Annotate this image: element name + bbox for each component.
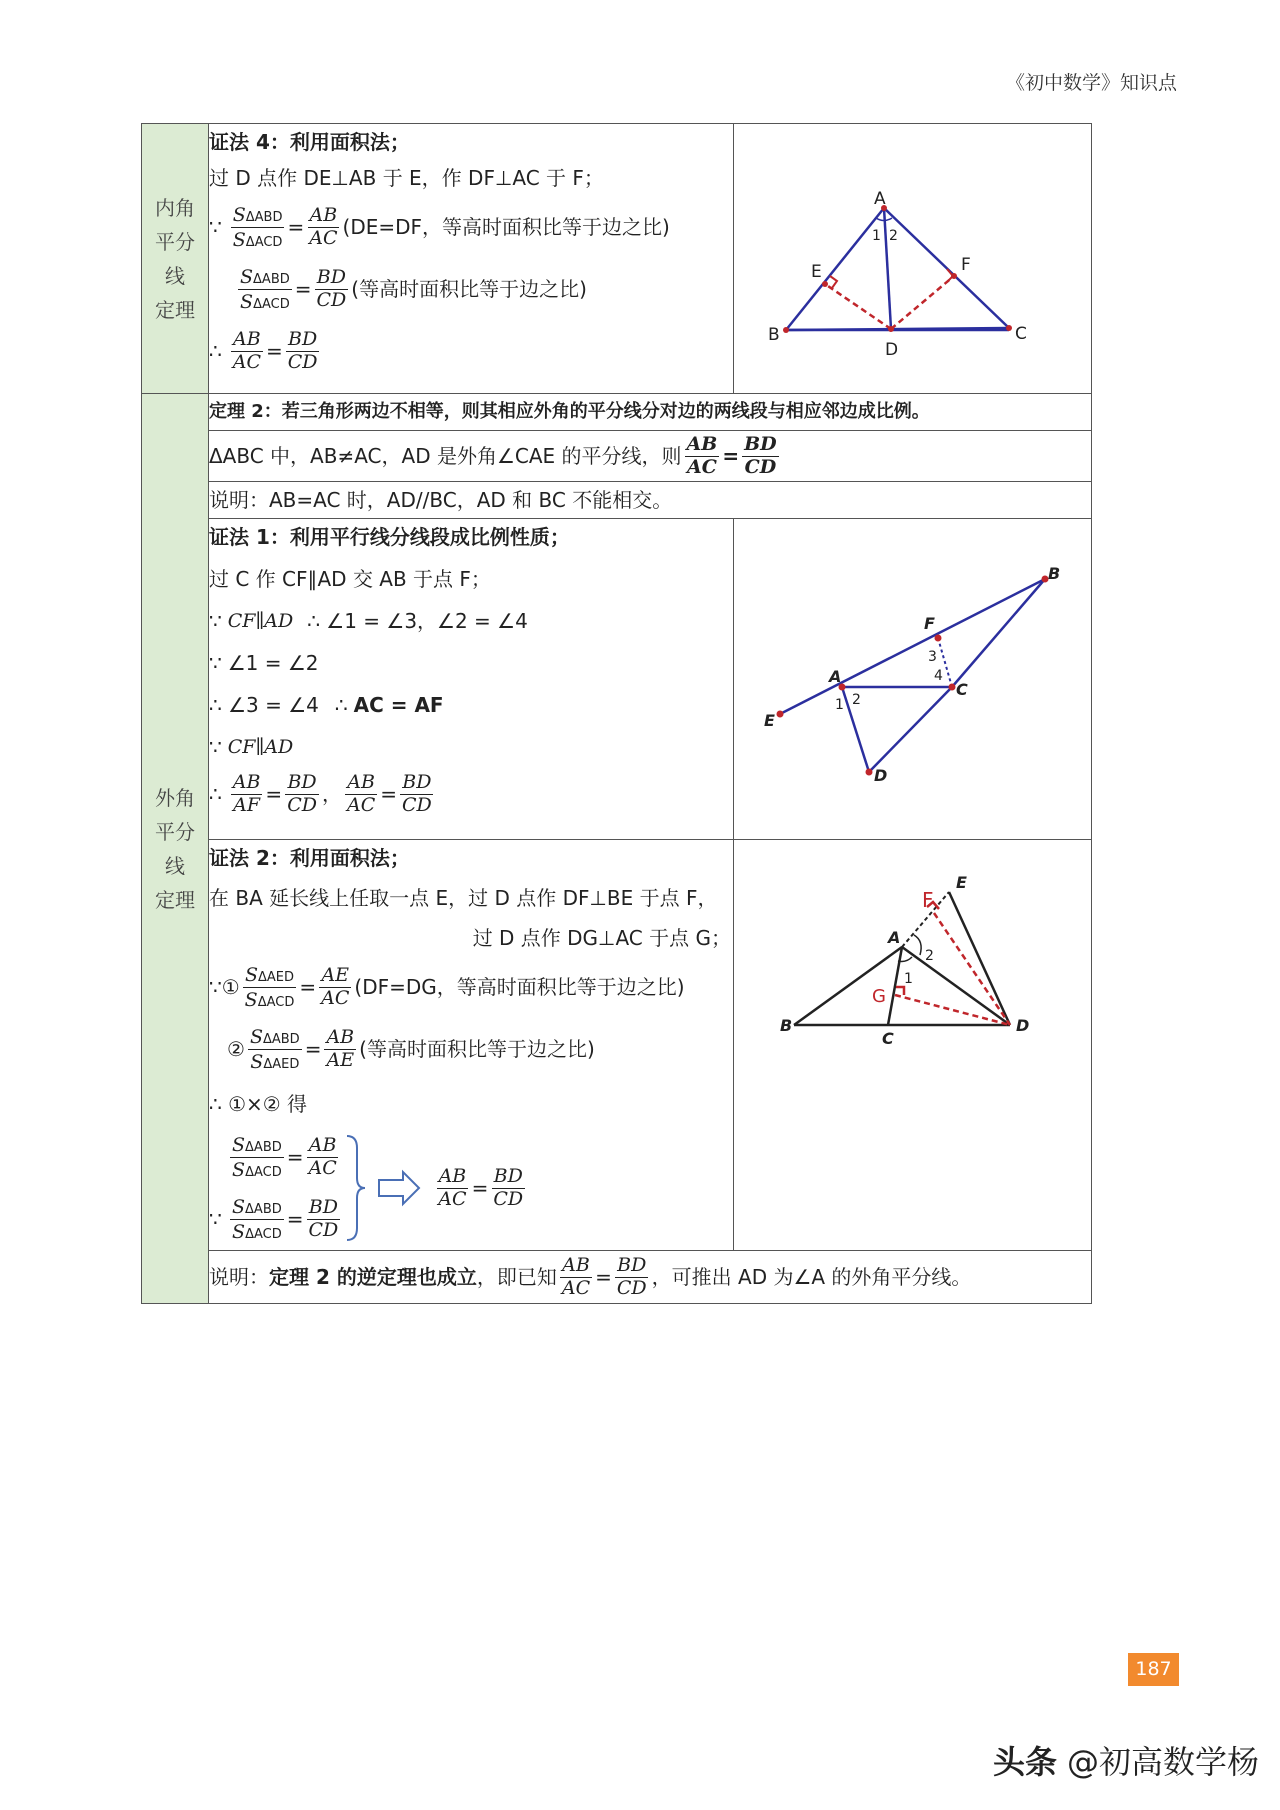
proof1-step2: ∵ CF∥AD ∴ ∠1 = ∠3，∠2 = ∠4 — [209, 609, 528, 633]
line-ed — [949, 892, 1010, 1025]
side-ac — [884, 208, 1009, 328]
label-e: E — [764, 711, 775, 730]
fraction: $\frac{\text{SΔABD}}{\text{SΔACD}}$ — [232, 203, 283, 251]
fraction: $\frac{AE}{AC}$ — [321, 963, 350, 1009]
table-row — [142, 519, 1092, 840]
table-row — [142, 124, 1092, 394]
table-row — [142, 1251, 1092, 1304]
double-arrow-icon — [379, 1172, 419, 1204]
fraction: $\frac{\text{SΔABD}}{\text{SΔAED}}$ — [249, 1025, 300, 1073]
page-number-badge: 187 — [1128, 1653, 1179, 1686]
side-ab — [786, 208, 884, 330]
proof1-step1: 过 C 作 CF∥AD 交 AB 于点 F； — [209, 567, 491, 591]
theorem2-cell — [209, 394, 1092, 431]
converse-line: 说明： 定理 2 的逆定理也成立 ，即已知 $\frac{AB}{AC}$ = $\frac{BD}{CD}$ ，可推出 AD 为∠A 的外角平分线。 — [209, 1253, 972, 1299]
label-angle4: 4 — [934, 668, 943, 684]
proof1-step3: ∵ ∠1 = ∠2 — [209, 651, 319, 675]
label-d: D — [874, 766, 888, 785]
proof1-step4: ∴ ∠3 = ∠4 ∴ AC = AF — [209, 693, 444, 717]
category-line: 平分 — [155, 819, 195, 844]
proof1-cell — [209, 519, 734, 840]
fraction: $\frac{BD}{CD}$ — [744, 432, 777, 478]
label-a: A — [829, 667, 842, 686]
fraction: $\frac{\text{SΔABD}}{\text{SΔACD}}$ — [240, 265, 290, 313]
category-line: 线 — [165, 263, 185, 288]
proof2-result: ∴ ①×② 得 — [209, 1092, 308, 1116]
statement-cell — [209, 431, 1092, 482]
label-b: B — [1048, 564, 1061, 583]
label-b: B — [768, 325, 780, 345]
label-angle1: 1 — [835, 697, 844, 713]
label-b: B — [780, 1015, 793, 1035]
proof4-conclusion: ∴ $\frac{AB}{AC}$ = $\frac{BD}{CD}$ — [209, 327, 318, 373]
table-row — [142, 431, 1092, 482]
line-eb — [780, 579, 1045, 714]
fraction: $\frac{AB}{AC}$ — [561, 1253, 591, 1299]
note: (DF=DG，等高时面积比等于边之比) — [354, 975, 685, 999]
side-bc — [952, 579, 1045, 687]
side-cd — [869, 687, 952, 772]
note: (等高时面积比等于边之比) — [359, 1037, 595, 1061]
label-angle3: 3 — [928, 649, 937, 665]
fraction: $\frac{BD}{CD}$ — [493, 1164, 524, 1210]
proof4-eq2: $\frac{\text{SΔABD}}{\text{SΔACD}}$ = $\frac{BD}{CD}$ (等高时面积比等于边之比) — [240, 265, 587, 313]
proof1-conclusion: ∴ $\frac{AB}{AF}$ = $\frac{BD}{CD}$ ， $\frac{AB}{AC}$ = $\frac{BD}{CD}$ — [209, 770, 432, 816]
proof2-step2: 过 D 点作 DG⊥AC 于点 G； — [472, 926, 731, 950]
label-angle2: 2 — [925, 947, 934, 964]
note: (DE=DF，等高时面积比等于边之比) — [342, 215, 670, 239]
fraction: $\frac{\text{SΔABD}}{\text{SΔACD}}$ — [232, 1195, 282, 1243]
label-a: A — [888, 927, 901, 947]
statement-line: ΔABC 中，AB≠AC，AD 是外角∠CAE 的平分线，则 $\frac{AB}{AC}$ = $\frac{BD}{CD}$ — [209, 432, 777, 478]
label-f: F — [961, 255, 971, 275]
remark-cell — [209, 482, 1092, 519]
perp-df — [891, 276, 954, 329]
table-row — [142, 394, 1092, 431]
category-line: 平分 — [155, 229, 195, 254]
fraction: $\frac{BD}{CD}$ — [287, 327, 318, 373]
fraction: $\frac{AB}{AC}$ — [438, 1164, 467, 1210]
label-a: A — [874, 189, 886, 209]
fraction: $\frac{AB}{AC}$ — [308, 1133, 337, 1179]
label-c: C — [1015, 324, 1027, 344]
fraction: $\frac{AB}{AC}$ — [686, 432, 718, 478]
table-row — [142, 482, 1092, 519]
theorem2-text: 定理 2：若三角形两边不相等，则其相应外角的平分线分对边的两线段与相应邻边成比例。 — [209, 401, 930, 422]
watermark — [993, 1737, 1259, 1783]
proof2-title: 证法 2：利用面积法； — [209, 846, 410, 870]
proof4-eq1: ∵ $\frac{\text{SΔABD}}{\text{SΔACD}}$ = $\frac{AB}{AC}$ (DE=DF，等高时面积比等于边之比) — [209, 203, 670, 251]
fraction: $\frac{AB}{AF}$ — [232, 770, 261, 816]
fraction: $\frac{BD}{CD}$ — [308, 1195, 339, 1241]
implies-bracket — [343, 1128, 433, 1248]
right-angle-mark — [830, 276, 837, 288]
label-c: C — [882, 1028, 894, 1048]
category-line: 线 — [165, 853, 185, 878]
proof1-step5: ∵ CF∥AD — [209, 735, 294, 759]
derivation-eq2: ∵ $\frac{\text{SΔABD}}{\text{SΔACD}}$ = $\frac{BD}{CD}$ — [209, 1195, 339, 1243]
label-angle2: 2 — [852, 692, 861, 708]
category-line: 定理 — [155, 297, 195, 322]
proof4-step1: 过 D 点作 DE⊥AB 于 E，作 DF⊥AC 于 F； — [209, 166, 604, 190]
label-e: E — [956, 872, 967, 892]
remark-text: 说明：AB=AC 时，AD//BC，AD 和 BC 不能相交。 — [209, 488, 673, 512]
note: (等高时面积比等于边之比) — [351, 277, 587, 301]
label-d: D — [885, 340, 899, 360]
fraction: $\frac{\text{SΔAED}}{\text{SΔACD}}$ — [244, 963, 295, 1011]
exterior-bisector-diagram — [734, 519, 1091, 834]
watermark-handle: @初高数学杨 — [1067, 1743, 1260, 1781]
label-angle1: 1 — [872, 228, 881, 244]
label-d: D — [1016, 1015, 1030, 1035]
fraction: $\frac{AB}{AE}$ — [326, 1025, 355, 1071]
category-line: 定理 — [155, 887, 195, 912]
converse-cell — [209, 1251, 1092, 1304]
figure-inner-bisector — [734, 124, 1092, 394]
fraction: $\frac{AB}{AC}$ — [232, 327, 261, 373]
running-header: 《初中数学》知识点 — [1005, 72, 1177, 94]
figure-exterior-proof1 — [734, 519, 1092, 840]
perp-de — [825, 284, 891, 329]
area-method-diagram — [734, 845, 1091, 1241]
category-line: 外角 — [155, 785, 195, 810]
proof2-eq2: ② $\frac{\text{SΔABD}}{\text{SΔAED}}$ = $\frac{AB}{AE}$ (等高时面积比等于边之比) — [227, 1025, 595, 1073]
proof1-title: 证法 1：利用平行线分线段成比例性质； — [209, 525, 570, 549]
proof4-cell — [209, 124, 734, 394]
watermark-logo: 头条 — [993, 1743, 1058, 1781]
derivation-eq1: $\frac{\text{SΔABD}}{\text{SΔACD}}$ = $\frac{AB}{AC}$ — [232, 1133, 337, 1181]
angle-arc — [914, 935, 921, 955]
fraction: $\frac{AB}{AC}$ — [346, 770, 376, 816]
category-outer — [142, 394, 209, 1304]
label-angle1: 1 — [904, 970, 913, 987]
proof2-eq1: ∵ ① $\frac{\text{SΔAED}}{\text{SΔACD}}$ = $\frac{AE}{AC}$ (DF=DG，等高时面积比等于边之比) — [209, 963, 685, 1011]
triangle-diagram — [734, 124, 1091, 388]
fraction: $\frac{AB}{AC}$ — [309, 203, 338, 249]
label-g: G — [872, 985, 886, 1007]
label-e: E — [811, 262, 822, 282]
label-c: C — [956, 680, 968, 699]
right-angle-mark — [896, 987, 904, 995]
figure-exterior-proof2 — [734, 840, 1092, 1251]
label-f: F — [922, 887, 934, 912]
derivation-result: $\frac{AB}{AC}$ = $\frac{BD}{CD}$ — [438, 1164, 524, 1210]
bisector-ad — [884, 208, 891, 329]
theorem-table — [141, 123, 1092, 1304]
category-line: 内角 — [155, 195, 195, 220]
label-f: F — [924, 614, 935, 633]
because-symbol: ∵ — [209, 215, 222, 239]
proof2-step1: 在 BA 延长线上任取一点 E，过 D 点作 DF⊥BE 于点 F， — [209, 886, 718, 910]
fraction: $\frac{BD}{CD}$ — [316, 265, 347, 311]
fraction: $\frac{BD}{CD}$ — [287, 770, 317, 816]
fraction: $\frac{BD}{CD}$ — [402, 770, 432, 816]
fraction: $\frac{BD}{CD}$ — [616, 1253, 647, 1299]
label-angle2: 2 — [889, 228, 898, 244]
proof2-cell — [209, 840, 734, 1251]
line-ad — [902, 947, 1010, 1025]
proof4-title: 证法 4：利用面积法； — [209, 130, 410, 154]
proof2-derivation — [209, 1126, 733, 1250]
fraction: $\frac{\text{SΔABD}}{\text{SΔACD}}$ — [232, 1133, 282, 1181]
category-inner — [142, 124, 209, 394]
table-row — [142, 840, 1092, 1251]
